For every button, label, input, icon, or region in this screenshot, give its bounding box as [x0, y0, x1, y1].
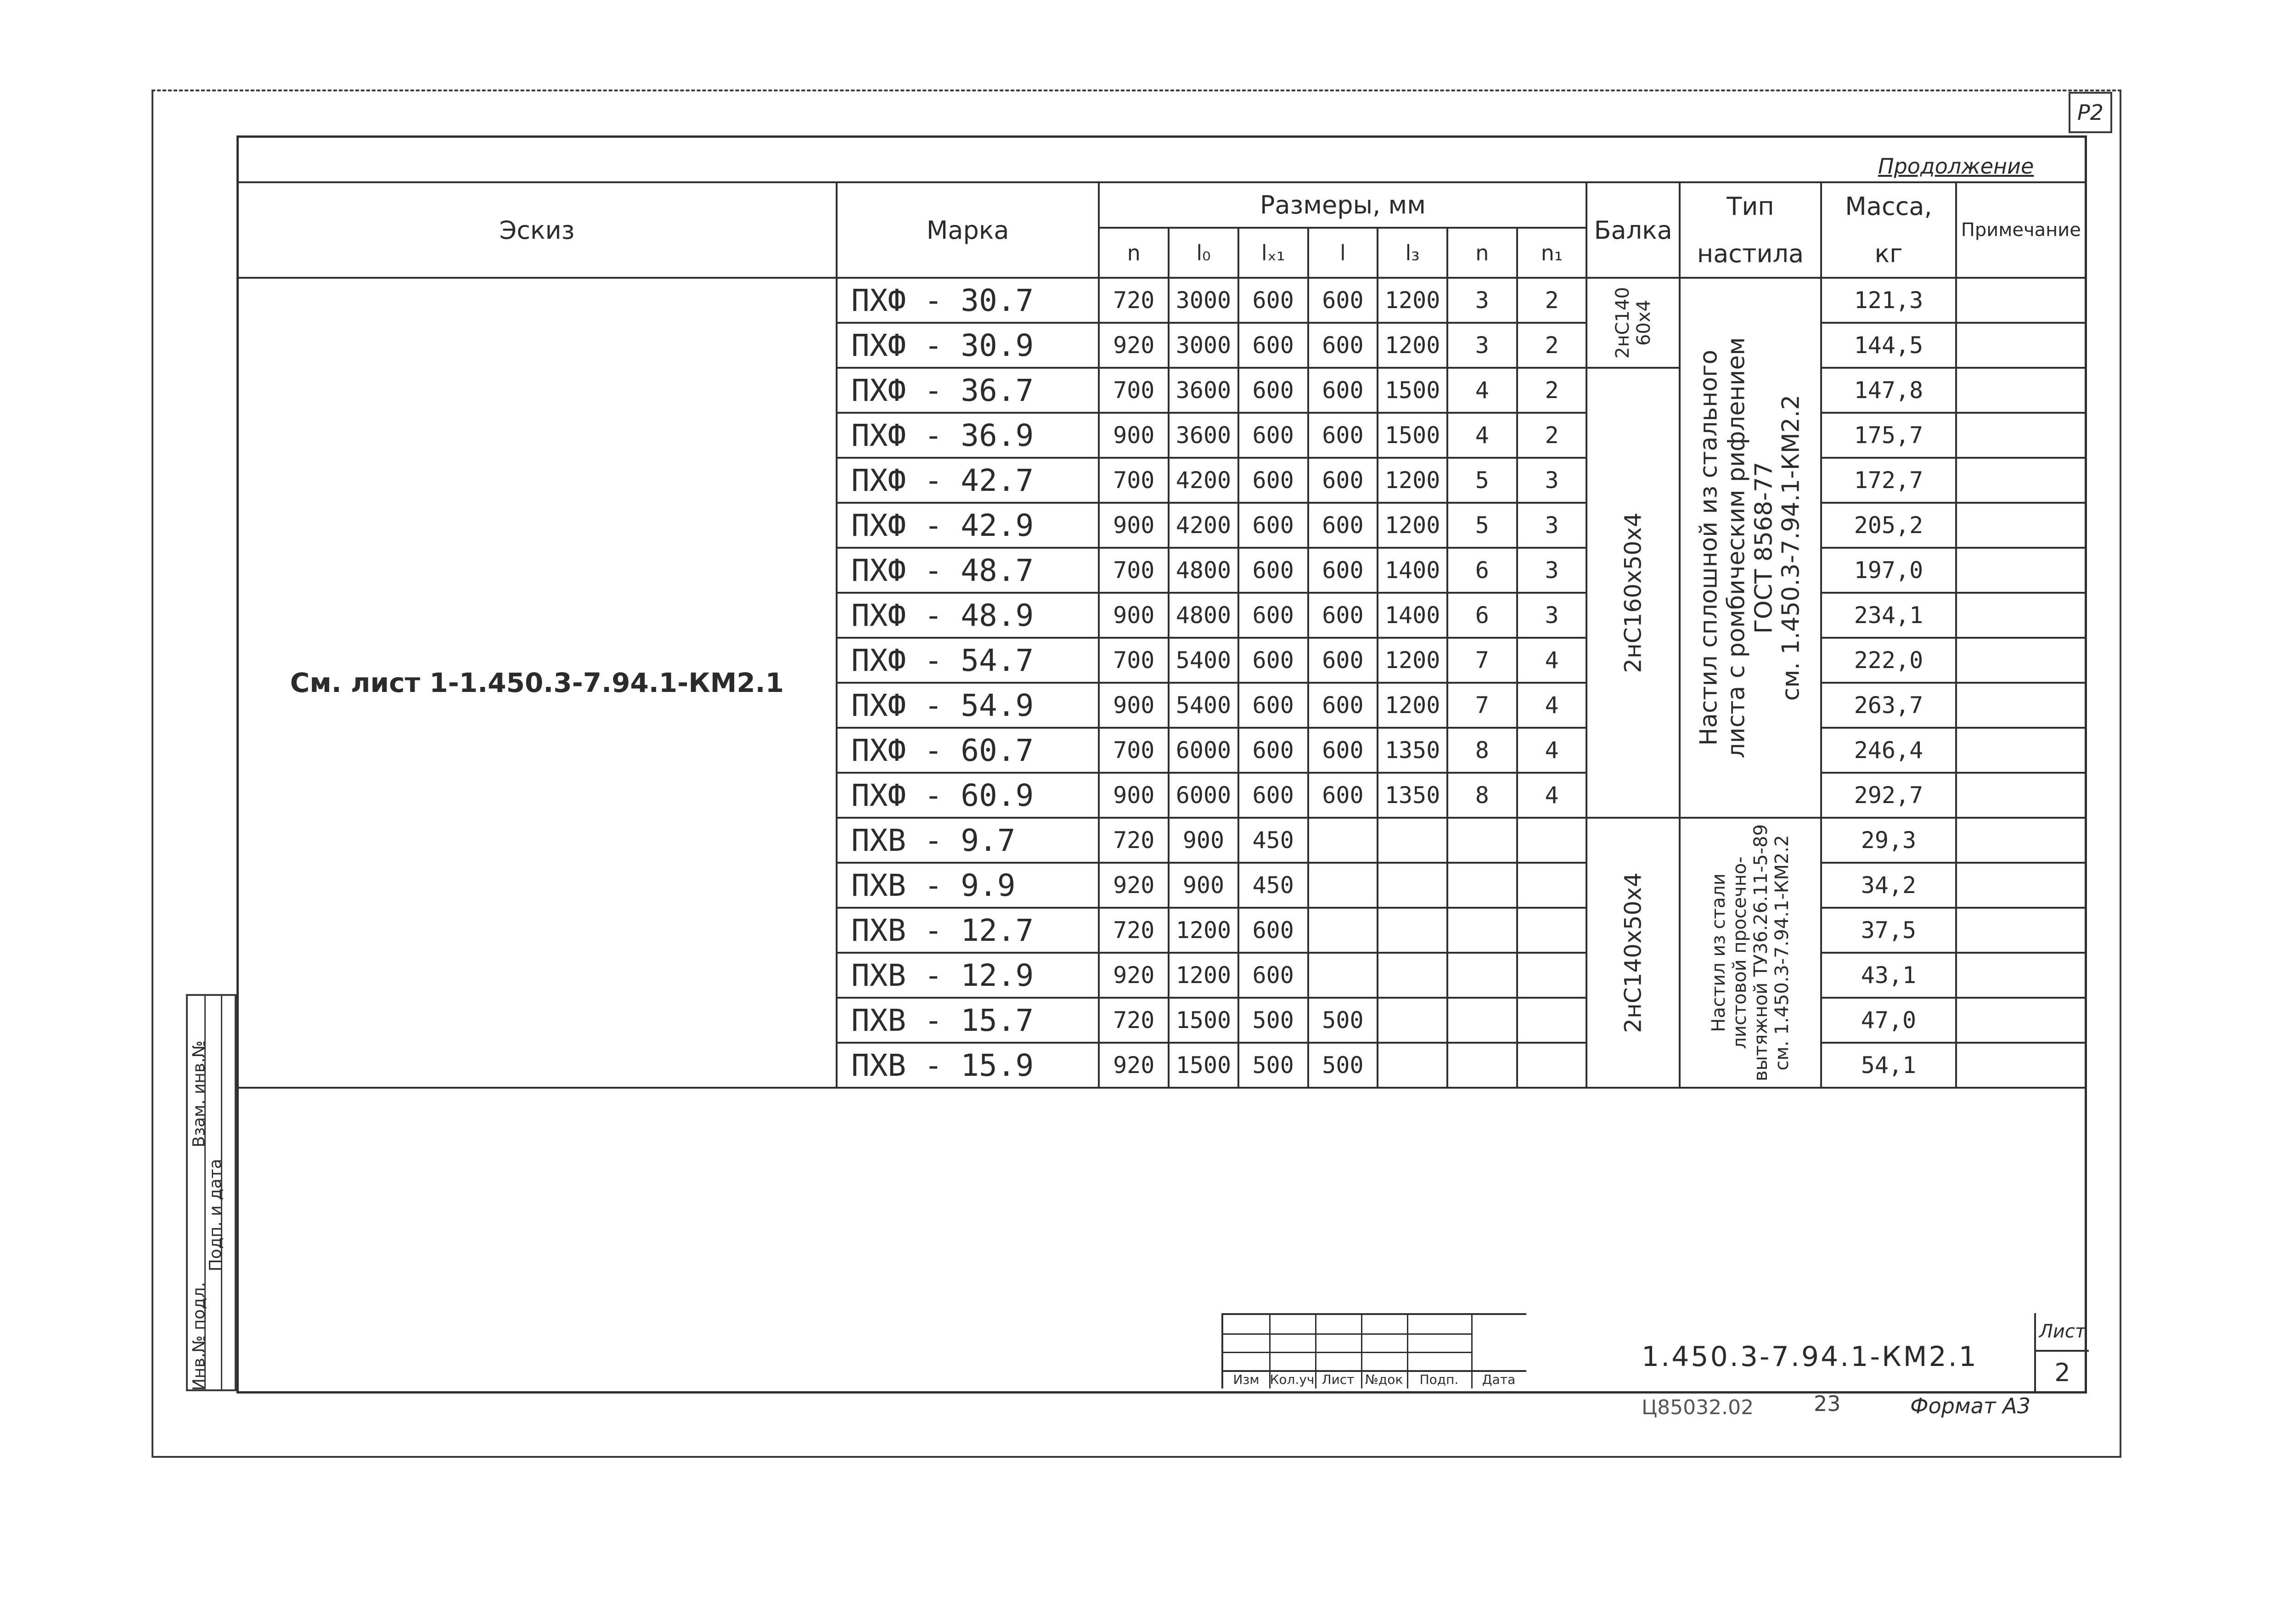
sketch-cell — [237, 278, 837, 1088]
side-label-inventory: Инв.№ подл. — [190, 1282, 208, 1391]
cell-lx1: 500 — [1238, 1043, 1308, 1088]
cell-n: 700 — [1099, 728, 1169, 773]
cell-l: 600 — [1308, 728, 1378, 773]
cell-l0: 900 — [1169, 818, 1238, 863]
sheet-label: Лист — [2036, 1313, 2089, 1352]
cell-l0: 4200 — [1169, 503, 1238, 548]
cell-l: 600 — [1308, 773, 1378, 818]
page-number: 23 — [1814, 1391, 1841, 1416]
deck-type-cell — [1680, 818, 1822, 1088]
cell-nn — [1447, 998, 1517, 1043]
cell-n: 900 — [1099, 503, 1169, 548]
cell-mass: 47,0 — [1821, 998, 1956, 1043]
cell-note — [1956, 863, 2086, 908]
cell-n1 — [1517, 1043, 1587, 1088]
cell-note — [1956, 818, 2086, 863]
header-deck-type-line2: настила — [1697, 239, 1804, 268]
cell-lx1: 600 — [1238, 953, 1308, 998]
cell-n: 700 — [1099, 548, 1169, 593]
cell-n: 920 — [1099, 1043, 1169, 1088]
cell-n: 720 — [1099, 908, 1169, 953]
cell-lx1: 600 — [1238, 908, 1308, 953]
specification-table — [236, 181, 2087, 1089]
cell-n: 700 — [1099, 368, 1169, 413]
cell-n1 — [1517, 863, 1587, 908]
cell-nn: 6 — [1447, 548, 1517, 593]
cell-nn: 5 — [1447, 503, 1517, 548]
cell-l0: 900 — [1169, 863, 1238, 908]
cell-note — [1956, 953, 2086, 998]
cell-note — [1956, 908, 2086, 953]
cell-l3: 1200 — [1378, 458, 1447, 503]
cell-l3 — [1378, 863, 1447, 908]
cell-n: 920 — [1099, 863, 1169, 908]
cell-l0: 4800 — [1169, 548, 1238, 593]
cell-n: 900 — [1099, 683, 1169, 728]
approval-strip — [186, 994, 236, 1391]
cell-lx1: 600 — [1238, 593, 1308, 638]
cell-lx1: 450 — [1238, 818, 1308, 863]
cell-l0: 5400 — [1169, 638, 1238, 683]
header-deck-type — [1680, 182, 1822, 278]
cell-l3: 1200 — [1378, 278, 1447, 323]
cell-lx1: 600 — [1238, 503, 1308, 548]
cell-mark: ПХФ - 30.7 — [837, 278, 1099, 323]
cell-n1: 2 — [1517, 368, 1587, 413]
cell-n1: 4 — [1517, 728, 1587, 773]
cell-n: 900 — [1099, 593, 1169, 638]
cell-mass: 144,5 — [1821, 323, 1956, 368]
cell-n1: 3 — [1517, 503, 1587, 548]
cell-lx1: 600 — [1238, 548, 1308, 593]
cell-mark: ПХФ - 36.9 — [837, 413, 1099, 458]
cell-note — [1956, 503, 2086, 548]
cell-l3: 1350 — [1378, 728, 1447, 773]
cell-mark: ПХФ - 54.7 — [837, 638, 1099, 683]
beam-cell — [1586, 368, 1679, 818]
header-sub-nn: n — [1447, 228, 1517, 278]
cell-l0: 1200 — [1169, 908, 1238, 953]
side-label-replacement: Взам. инв.№ — [190, 1040, 208, 1147]
cell-mark: ПХФ - 42.9 — [837, 503, 1099, 548]
cell-nn: 3 — [1447, 278, 1517, 323]
cell-note — [1956, 413, 2086, 458]
cell-mark: ПХФ - 30.9 — [837, 323, 1099, 368]
cell-nn — [1447, 953, 1517, 998]
cell-l: 600 — [1308, 368, 1378, 413]
cell-nn — [1447, 863, 1517, 908]
cell-note — [1956, 323, 2086, 368]
cell-mass: 54,1 — [1821, 1043, 1956, 1088]
cell-l3 — [1378, 908, 1447, 953]
cell-l — [1308, 953, 1378, 998]
cell-n1: 2 — [1517, 278, 1587, 323]
stamp-label-count: Кол.уч — [1270, 1372, 1315, 1387]
cell-note — [1956, 368, 2086, 413]
cell-nn: 8 — [1447, 773, 1517, 818]
cell-l: 600 — [1308, 413, 1378, 458]
header-deck-type-line1: Тип — [1727, 192, 1774, 221]
beam-label: 2нС140х50х4 — [1619, 872, 1646, 1033]
cell-l: 600 — [1308, 458, 1378, 503]
cell-mass: 172,7 — [1821, 458, 1956, 503]
cell-l — [1308, 908, 1378, 953]
cell-l0: 3600 — [1169, 413, 1238, 458]
cell-mass: 234,1 — [1821, 593, 1956, 638]
cell-lx1: 600 — [1238, 683, 1308, 728]
cell-l0: 4800 — [1169, 593, 1238, 638]
cell-n1 — [1517, 818, 1587, 863]
stamp-label-date: Дата — [1482, 1372, 1516, 1387]
cell-l3: 1200 — [1378, 683, 1447, 728]
cell-n1: 2 — [1517, 323, 1587, 368]
cell-nn: 7 — [1447, 683, 1517, 728]
cell-mass: 29,3 — [1821, 818, 1956, 863]
cell-l0: 4200 — [1169, 458, 1238, 503]
header-mass — [1821, 182, 1956, 278]
beam-label: 2нС160х50х4 — [1619, 512, 1646, 673]
cell-n1: 3 — [1517, 548, 1587, 593]
cell-n: 920 — [1099, 323, 1169, 368]
cell-l0: 3000 — [1169, 278, 1238, 323]
cell-l0: 6000 — [1169, 773, 1238, 818]
cell-mark: ПХФ - 54.9 — [837, 683, 1099, 728]
header-sub-n: n — [1099, 228, 1169, 278]
cell-lx1: 600 — [1238, 458, 1308, 503]
cell-nn: 5 — [1447, 458, 1517, 503]
cell-mass: 43,1 — [1821, 953, 1956, 998]
cell-l3: 1400 — [1378, 548, 1447, 593]
cell-n: 700 — [1099, 458, 1169, 503]
cell-mark: ПХФ - 42.7 — [837, 458, 1099, 503]
cell-mass: 37,5 — [1821, 908, 1956, 953]
header-mass-line1: Масса, — [1845, 192, 1932, 221]
cell-note — [1956, 458, 2086, 503]
cell-l — [1308, 818, 1378, 863]
deck-type-cell — [1680, 278, 1822, 818]
deck-type-label: Настил из стали листовой просечно- вытяжной ТУ36.26.11-5-89 см. 1.450.3-7.94.1-КМ2.2 — [1708, 824, 1793, 1082]
cell-l: 600 — [1308, 683, 1378, 728]
cell-lx1: 600 — [1238, 413, 1308, 458]
cell-mass: 147,8 — [1821, 368, 1956, 413]
cell-mark: ПХВ - 9.7 — [837, 818, 1099, 863]
cell-mass: 222,0 — [1821, 638, 1956, 683]
cell-l3 — [1378, 998, 1447, 1043]
cell-mass: 121,3 — [1821, 278, 1956, 323]
sheet-box — [2034, 1313, 2089, 1394]
cell-l0: 1500 — [1169, 998, 1238, 1043]
cell-n: 920 — [1099, 953, 1169, 998]
cell-mass: 292,7 — [1821, 773, 1956, 818]
cell-n1 — [1517, 953, 1587, 998]
cell-mark: ПХФ - 36.7 — [837, 368, 1099, 413]
cell-n1: 2 — [1517, 413, 1587, 458]
beam-cell — [1586, 818, 1679, 1088]
cell-mark: ПХФ - 60.7 — [837, 728, 1099, 773]
cell-l: 600 — [1308, 593, 1378, 638]
stamp-row-line — [1223, 1333, 1471, 1335]
cell-l3: 1200 — [1378, 503, 1447, 548]
stamp-label-docno: №док — [1365, 1372, 1403, 1387]
cell-note — [1956, 593, 2086, 638]
cell-lx1: 450 — [1238, 863, 1308, 908]
cell-note — [1956, 1043, 2086, 1088]
cell-n1: 4 — [1517, 683, 1587, 728]
cell-l3: 1500 — [1378, 413, 1447, 458]
cell-note — [1956, 548, 2086, 593]
cell-l3: 1200 — [1378, 323, 1447, 368]
cell-note — [1956, 638, 2086, 683]
document-code: 1.450.3-7.94.1-КМ2.1 — [1642, 1341, 1978, 1373]
cell-l3 — [1378, 953, 1447, 998]
cell-mass: 175,7 — [1821, 413, 1956, 458]
header-mass-line2: кг — [1874, 239, 1903, 268]
cell-l0: 1500 — [1169, 1043, 1238, 1088]
cell-n: 720 — [1099, 998, 1169, 1043]
cell-mark: ПХФ - 60.9 — [837, 773, 1099, 818]
cell-mark: ПХВ - 15.9 — [837, 1043, 1099, 1088]
cell-l: 600 — [1308, 503, 1378, 548]
side-label-signature: Подп. и дата — [206, 1158, 225, 1271]
cell-n: 720 — [1099, 818, 1169, 863]
cell-mass: 197,0 — [1821, 548, 1956, 593]
cell-lx1: 600 — [1238, 323, 1308, 368]
cell-nn — [1447, 908, 1517, 953]
cell-nn — [1447, 1043, 1517, 1088]
cell-mass: 34,2 — [1821, 863, 1956, 908]
cell-n: 720 — [1099, 278, 1169, 323]
cell-n1 — [1517, 908, 1587, 953]
cell-n1: 4 — [1517, 638, 1587, 683]
cell-lx1: 600 — [1238, 728, 1308, 773]
header-mark: Марка — [837, 182, 1099, 278]
header-sketch: Эскиз — [237, 182, 837, 278]
cell-l3: 1200 — [1378, 638, 1447, 683]
cell-l: 500 — [1308, 1043, 1378, 1088]
cell-n1: 3 — [1517, 593, 1587, 638]
header-note: Примечание — [1956, 182, 2086, 278]
cell-nn — [1447, 818, 1517, 863]
cell-l0: 3000 — [1169, 323, 1238, 368]
header-sub-l3: l₃ — [1378, 228, 1447, 278]
cell-l0: 5400 — [1169, 683, 1238, 728]
cell-nn: 6 — [1447, 593, 1517, 638]
cell-nn: 3 — [1447, 323, 1517, 368]
cell-n: 900 — [1099, 773, 1169, 818]
cell-nn: 4 — [1447, 368, 1517, 413]
title-stamp — [1221, 1313, 1526, 1388]
cell-l: 600 — [1308, 278, 1378, 323]
cell-l — [1308, 863, 1378, 908]
cell-l: 600 — [1308, 638, 1378, 683]
cell-nn: 4 — [1447, 413, 1517, 458]
cell-lx1: 600 — [1238, 773, 1308, 818]
header-sub-l: l — [1308, 228, 1378, 278]
beam-cell — [1586, 278, 1679, 368]
cell-l3 — [1378, 1043, 1447, 1088]
cell-l0: 6000 — [1169, 728, 1238, 773]
header-dimensions: Размеры, мм — [1099, 182, 1586, 228]
cell-l0: 3600 — [1169, 368, 1238, 413]
cell-lx1: 600 — [1238, 278, 1308, 323]
cell-n1 — [1517, 998, 1587, 1043]
stamp-label-change: Изм — [1233, 1372, 1260, 1387]
cell-nn: 7 — [1447, 638, 1517, 683]
cell-mark: ПХВ - 9.9 — [837, 863, 1099, 908]
cell-note — [1956, 773, 2086, 818]
cell-mark: ПХВ - 15.7 — [837, 998, 1099, 1043]
cell-note — [1956, 998, 2086, 1043]
cell-note — [1956, 278, 2086, 323]
cell-mark: ПХВ - 12.9 — [837, 953, 1099, 998]
cell-n1: 3 — [1517, 458, 1587, 503]
continuation-label: Продолжение — [1878, 154, 2034, 179]
cell-n1: 4 — [1517, 773, 1587, 818]
cell-l: 600 — [1308, 323, 1378, 368]
archive-code: Ц85032.02 — [1642, 1396, 1754, 1419]
deck-type-label: Настил сплошной из стального листа с ромбическим рифлением ГОСТ 8568-77 см. 1.450.3-7.94.1-КМ2.2 — [1695, 337, 1805, 759]
cell-lx1: 600 — [1238, 368, 1308, 413]
cell-mass: 205,2 — [1821, 503, 1956, 548]
cell-l3 — [1378, 818, 1447, 863]
cell-mark: ПХФ - 48.7 — [837, 548, 1099, 593]
cell-lx1: 600 — [1238, 638, 1308, 683]
cell-note — [1956, 728, 2086, 773]
stamp-row-line — [1223, 1352, 1471, 1353]
cell-l3: 1500 — [1378, 368, 1447, 413]
stamp-label-sheet: Лист — [1322, 1372, 1355, 1387]
stamp-labels — [1223, 1370, 1526, 1389]
cell-l: 600 — [1308, 548, 1378, 593]
beam-label: 2нС140 60х4 — [1612, 287, 1654, 359]
cell-lx1: 500 — [1238, 998, 1308, 1043]
cell-l3: 1400 — [1378, 593, 1447, 638]
sheet-number: 2 — [2054, 1358, 2070, 1387]
cell-mark: ПХВ - 12.7 — [837, 908, 1099, 953]
table-row — [237, 278, 2086, 323]
cell-mass: 246,4 — [1821, 728, 1956, 773]
cell-mass: 263,7 — [1821, 683, 1956, 728]
cell-n: 900 — [1099, 413, 1169, 458]
header-beam: Балка — [1586, 182, 1679, 278]
cell-nn: 8 — [1447, 728, 1517, 773]
cell-note — [1956, 683, 2086, 728]
cell-l: 500 — [1308, 998, 1378, 1043]
sketch-reference: См. лист 1-1.450.3-7.94.1-КМ2.1 — [290, 667, 784, 698]
cell-n: 700 — [1099, 638, 1169, 683]
header-sub-l0: l₀ — [1169, 228, 1238, 278]
header-sub-lx1: lₓ₁ — [1238, 228, 1308, 278]
cell-mark: ПХФ - 48.9 — [837, 593, 1099, 638]
format-label: Формат А3 — [1910, 1394, 2030, 1418]
cell-l0: 1200 — [1169, 953, 1238, 998]
header-sub-n1: n₁ — [1517, 228, 1587, 278]
cell-l3: 1350 — [1378, 773, 1447, 818]
sheet-code: Р2 — [2069, 92, 2112, 133]
stamp-label-signature: Подп. — [1419, 1372, 1459, 1387]
